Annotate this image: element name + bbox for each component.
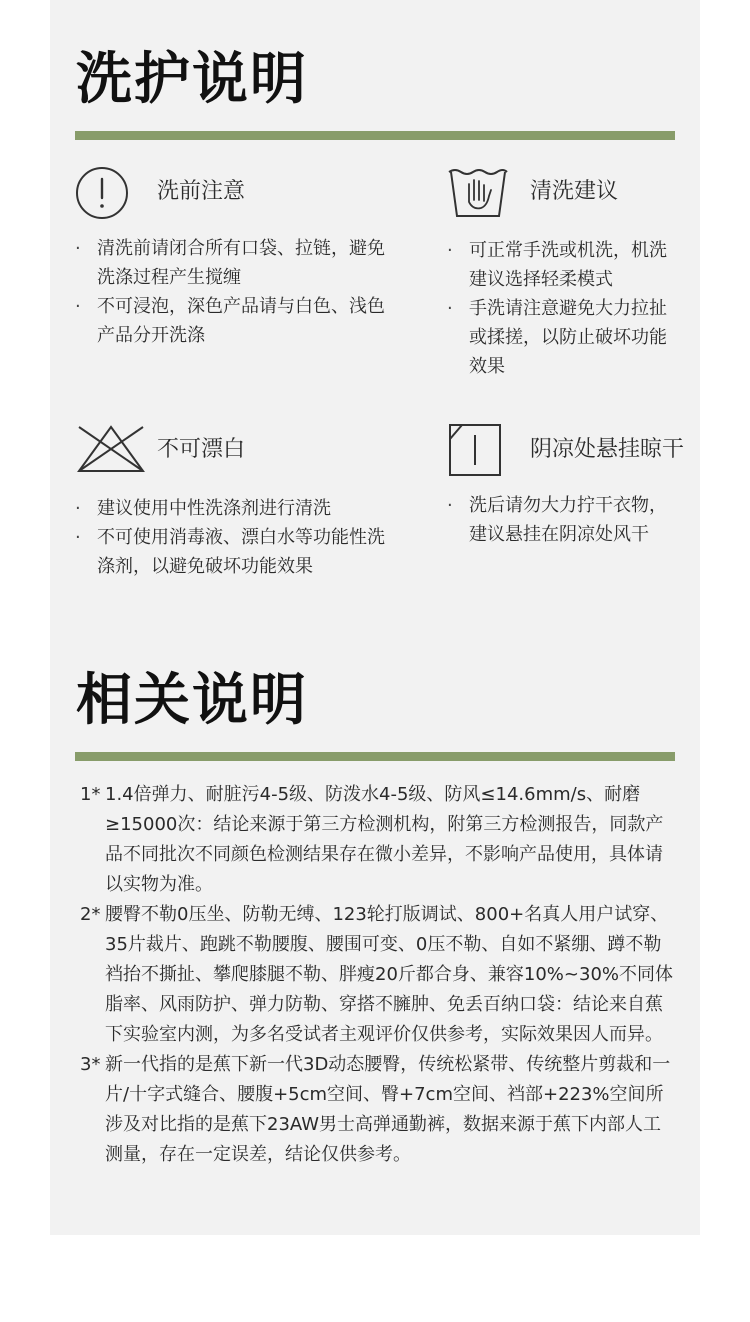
note-text: 腰臀不勒0压坐、防勒无缚、123轮打版调试、800+名真人用户试穿、35片裁片、跑跳不勒腰腹、腰围可变、0压不勒、自如不紧绷、蹲不勒裆抬不撕扯、攀爬膝腿不勒、胖瘦20斤都合身、兼容10%~30%不同体脂率、风雨防护、弹力防勒、穿搭不臃肿、免丢百纳口袋：结论来自蕉下实验室内测，为多名受试者主观评价仅供参考，实际效果因人而异。 [105,904,673,1045]
care-title-underline [75,131,675,140]
list-item: · 不可使用消毒液、漂白水等功能性洗涤剂，以避免破坏功能效果 [75,523,385,581]
notes-title: 相关说明 [76,668,308,733]
list-item: · 建议使用中性洗涤剂进行清洗 [75,494,385,523]
list-item: · 可正常手洗或机洗，机洗建议选择轻柔模式 [447,236,682,294]
note-number: 3* [80,1054,101,1075]
note-item [80,1050,675,1170]
hang-dry-shade-icon [448,423,502,477]
hang-dry-list [447,491,682,549]
section-title-no-bleach: 不可漂白 [157,437,246,462]
note-item [80,900,675,1050]
care-title: 洗护说明 [76,47,308,112]
section-title-hang-dry: 阴凉处悬挂晾干 [530,437,685,462]
hand-wash-icon [447,166,509,220]
exclamation-circle-icon [75,166,129,220]
note-number: 1* [80,784,101,805]
note-text: 1.4倍弹力、耐脏污4-5级、防泼水4-5级、防风≤14.6mm/s、耐磨≥15000次：结论来源于第三方检测机构，附第三方检测报告，同款产品不同批次不同颜色检测结果存在微小差异，不影响产品使用，具体请以实物为准。 [105,784,664,895]
list-item: · 清洗前请闭合所有口袋、拉链，避免洗涤过程产生搅缠 [75,234,385,292]
no-bleach-list [75,494,385,581]
prewash-list [75,234,385,350]
section-title-prewash: 洗前注意 [157,179,246,204]
note-number: 2* [80,904,101,925]
notes-title-underline [75,752,675,761]
list-item: · 洗后请勿大力拧干衣物，建议悬挂在阴凉处风干 [447,491,682,549]
list-item: · 手洗请注意避免大力拉扯或揉搓，以防止破坏功能效果 [447,294,682,381]
do-not-bleach-icon [75,423,147,475]
note-text: 新一代指的是蕉下新一代3D动态腰臀，传统松紧带、传统整片剪裁和一片/十字式缝合、腰腹+5cm空间、臀+7cm空间、裆部+223%空间所涉及对比指的是蕉下23AW男士高弹通勤裤，数据来源于蕉下内部人工测量，存在一定误差，结论仅供参考。 [105,1054,671,1165]
notes-list [80,780,675,1170]
washing-list [447,236,682,381]
section-title-washing: 清洗建议 [530,179,619,204]
list-item: · 不可浸泡，深色产品请与白色、浅色产品分开洗涤 [75,292,385,350]
note-item [80,780,675,900]
